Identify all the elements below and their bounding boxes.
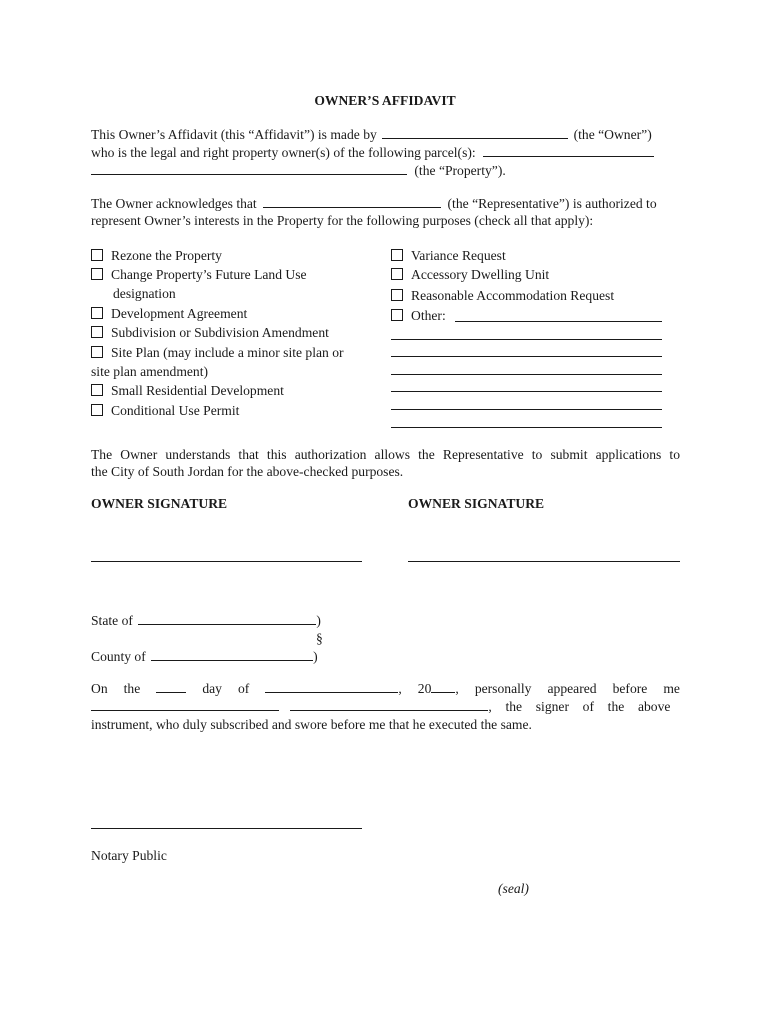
other-field-3[interactable]: [391, 356, 662, 357]
parcel-field-1[interactable]: [483, 145, 654, 157]
option-site-plan[interactable]: [91, 345, 344, 361]
option-small-residential[interactable]: [91, 383, 284, 399]
other-field-1[interactable]: [455, 321, 662, 322]
state-field[interactable]: [138, 613, 316, 625]
option-rezone[interactable]: [91, 248, 222, 264]
notary-text-l2: , the signer of the above: [488, 699, 671, 714]
checkbox-site-plan[interactable]: [91, 346, 103, 358]
checkbox-adu[interactable]: [391, 268, 403, 280]
parcel-field-2[interactable]: [91, 163, 407, 175]
other-field-7[interactable]: [391, 427, 662, 428]
ack-text-a: The Owner acknowledges that: [91, 196, 257, 211]
option-label: Small Residential Development: [111, 383, 284, 398]
option-development-agreement[interactable]: [91, 306, 247, 322]
notary-word: 20: [417, 681, 432, 696]
option-label: Conditional Use Permit: [111, 403, 240, 418]
other-field-2[interactable]: [391, 339, 662, 340]
checkbox-conditional-use[interactable]: [91, 404, 103, 416]
year-field[interactable]: [431, 681, 455, 693]
day-field[interactable]: [156, 681, 186, 693]
option-conditional-use[interactable]: [91, 403, 239, 419]
representative-field[interactable]: [263, 196, 441, 208]
option-label: Change Property’s Future Land Use: [111, 267, 307, 282]
notary-word: before: [612, 681, 648, 696]
section-symbol: §: [316, 631, 323, 646]
owner-name-field[interactable]: [382, 127, 568, 139]
notary-line-1: [91, 681, 680, 697]
owner-signature-line-right[interactable]: [408, 561, 680, 562]
state-row: [91, 613, 321, 629]
option-subdivision[interactable]: [91, 325, 329, 341]
intro-line-2: [91, 145, 654, 161]
intro-text-c: who is the legal and right property owner(s) of the following parcel(s):: [91, 145, 476, 160]
other-field-5[interactable]: [391, 391, 662, 392]
intro-text-d: (the “Property”).: [414, 163, 506, 178]
option-label-cont: designation: [113, 286, 176, 301]
intro-text-b: (the “Owner”): [573, 127, 652, 142]
appearer-field-1[interactable]: [91, 699, 279, 711]
option-label: Rezone the Property: [111, 248, 222, 263]
intro-text-a: This Owner’s Affidavit (this “Affidavit”) is made by: [91, 127, 377, 142]
county-paren: ): [313, 649, 318, 664]
notary-line-3: instrument, who duly subscribed and swore before me that he executed the same.: [91, 717, 532, 732]
option-label: Site Plan (may include a minor site plan or: [111, 345, 344, 360]
checkbox-other[interactable]: [391, 309, 403, 321]
notary-word: personally: [474, 681, 532, 696]
option-label: Accessory Dwelling Unit: [411, 267, 550, 282]
option-reasonable-accommodation[interactable]: [391, 288, 614, 304]
understands-line-1: The Owner understands that this authorization allows the Representative to submit applications to: [91, 447, 680, 462]
checkbox-reasonable-accommodation[interactable]: [391, 289, 403, 301]
seal-label: (seal): [498, 881, 529, 896]
notary-word: of: [238, 681, 250, 696]
owner-signature-line-left[interactable]: [91, 561, 362, 562]
ack-line-2: represent Owner’s interests in the Property for the following purposes (check all that apply):: [91, 213, 594, 228]
checkbox-subdivision[interactable]: [91, 326, 103, 338]
ack-text-b: (the “Representative”) is authorized to: [447, 196, 657, 211]
appearer-field-2[interactable]: [290, 699, 488, 711]
understands-line-2: the City of South Jordan for the above-checked purposes.: [91, 464, 404, 479]
checkbox-small-residential[interactable]: [91, 384, 103, 396]
month-field[interactable]: [265, 681, 398, 693]
option-variance[interactable]: [391, 248, 506, 264]
option-adu[interactable]: [391, 267, 549, 283]
notary-public-label: Notary Public: [91, 848, 167, 863]
notary-signature-line[interactable]: [91, 828, 362, 829]
owner-signature-label-left: OWNER SIGNATURE: [91, 496, 228, 511]
intro-line-1: [91, 127, 652, 143]
checkbox-rezone[interactable]: [91, 249, 103, 261]
notary-line-2: [91, 699, 670, 715]
checkbox-development-agreement[interactable]: [91, 307, 103, 319]
other-field-6[interactable]: [391, 409, 662, 410]
option-label: Reasonable Accommodation Request: [411, 288, 615, 303]
notary-word: ,: [455, 681, 459, 696]
option-label-cont: site plan amendment): [91, 364, 209, 379]
notary-word: the: [123, 681, 141, 696]
owner-signature-label-right: OWNER SIGNATURE: [408, 496, 545, 511]
state-label: State of: [91, 613, 133, 628]
notary-word: appeared: [547, 681, 597, 696]
state-paren: ): [316, 613, 321, 628]
option-label: Subdivision or Subdivision Amendment: [111, 325, 329, 340]
option-future-land-use[interactable]: [91, 267, 307, 283]
county-row: [91, 649, 318, 665]
option-label: Other:: [411, 308, 446, 323]
page-title: OWNER’S AFFIDAVIT: [314, 93, 456, 108]
ack-line-1: [91, 196, 657, 212]
option-label: Development Agreement: [111, 306, 248, 321]
county-label: County of: [91, 649, 146, 664]
other-field-4[interactable]: [391, 374, 662, 375]
checkbox-future-land-use[interactable]: [91, 268, 103, 280]
intro-line-3: [91, 163, 506, 179]
option-other[interactable]: [391, 308, 446, 324]
notary-word: On: [91, 681, 108, 696]
notary-word: ,: [398, 681, 402, 696]
option-label: Variance Request: [411, 248, 506, 263]
notary-word: me: [663, 681, 680, 696]
notary-word: day: [202, 681, 222, 696]
checkbox-variance[interactable]: [391, 249, 403, 261]
county-field[interactable]: [151, 649, 313, 661]
